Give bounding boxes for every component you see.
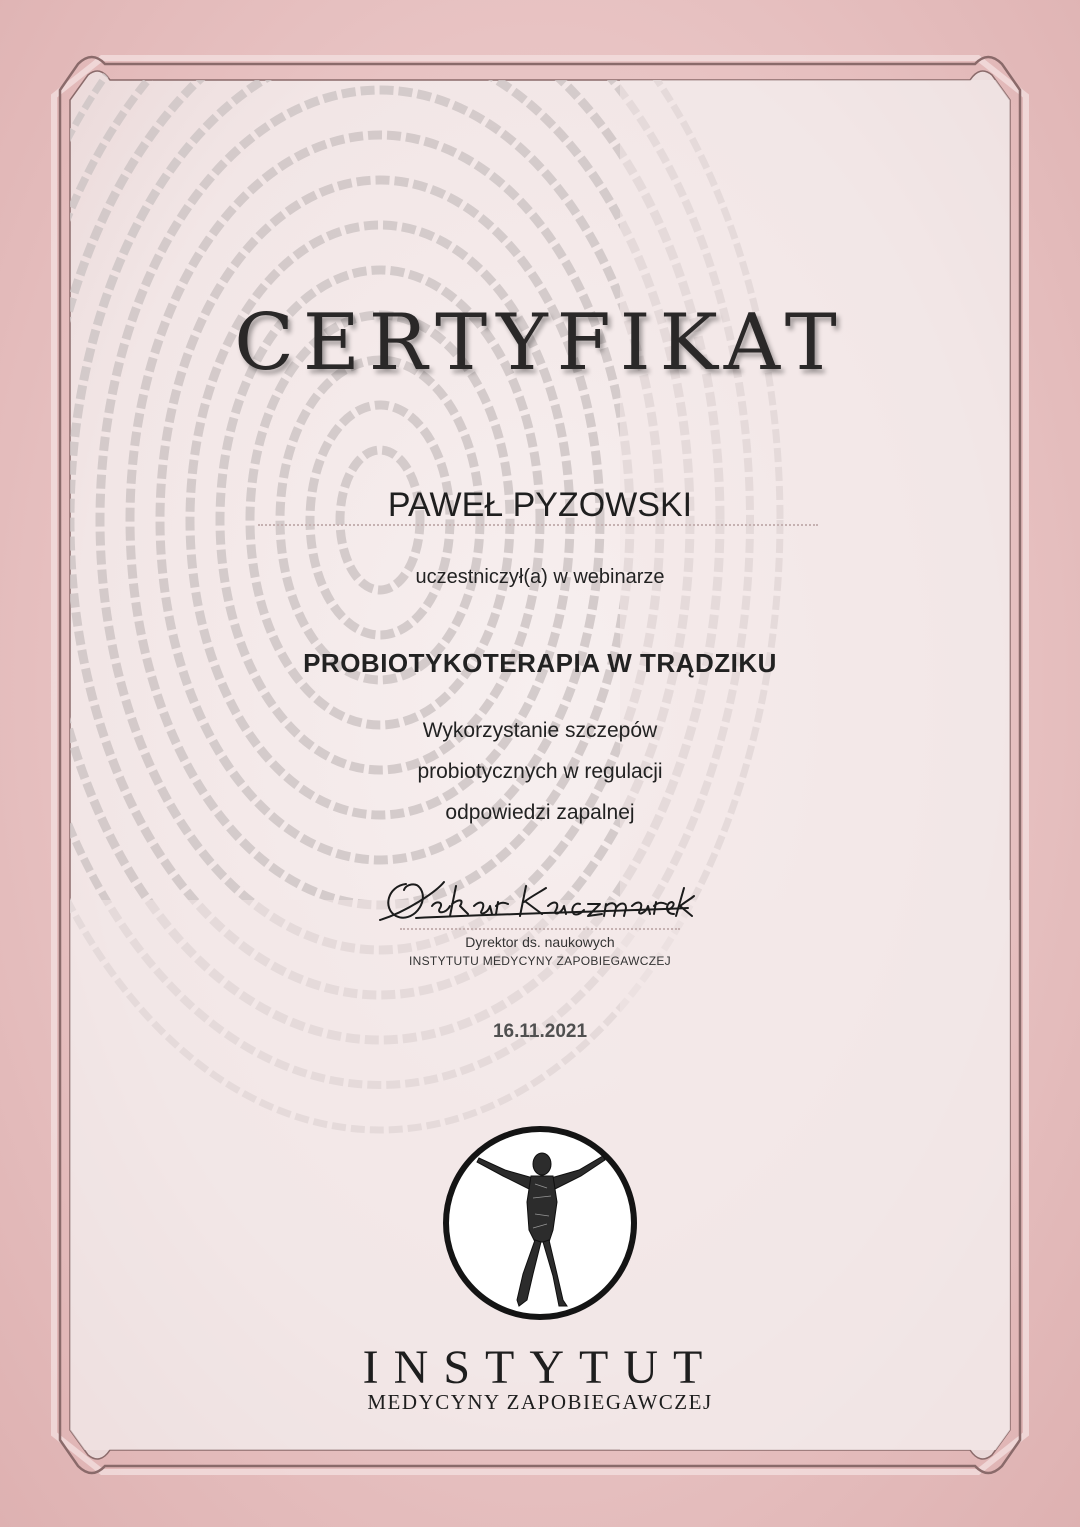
institute-name: INSTYTUT bbox=[362, 1341, 718, 1394]
participation-text: uczestniczył(a) w webinarze bbox=[415, 566, 665, 588]
director-signature bbox=[376, 872, 696, 928]
signatory-role: Dyrektor ds. naukowych bbox=[465, 934, 615, 950]
certificate-date: 16.11.2021 bbox=[492, 1021, 588, 1042]
description-line: Wykorzystanie szczepów bbox=[422, 719, 658, 742]
recipient-name: PAWEŁ PYZOWSKI bbox=[387, 486, 693, 524]
institute-subtitle: MEDYCYNY ZAPOBIEGAWCZEJ bbox=[367, 1390, 713, 1414]
signatory-institution: INSTYTUTU MEDYCYNY ZAPOBIEGAWCZEJ bbox=[409, 954, 671, 968]
recipient-underline bbox=[258, 524, 818, 526]
vitruvian-man-icon bbox=[441, 1124, 639, 1322]
description-line: odpowiedzi zapalnej bbox=[445, 801, 635, 824]
webinar-title: PROBIOTYKOTERAPIA W TRĄDZIKU bbox=[303, 648, 777, 678]
signature-underline bbox=[400, 928, 680, 930]
description-line: probiotycznych w regulacji bbox=[417, 760, 663, 783]
certificate-title: CERTYFIKAT bbox=[234, 298, 846, 388]
